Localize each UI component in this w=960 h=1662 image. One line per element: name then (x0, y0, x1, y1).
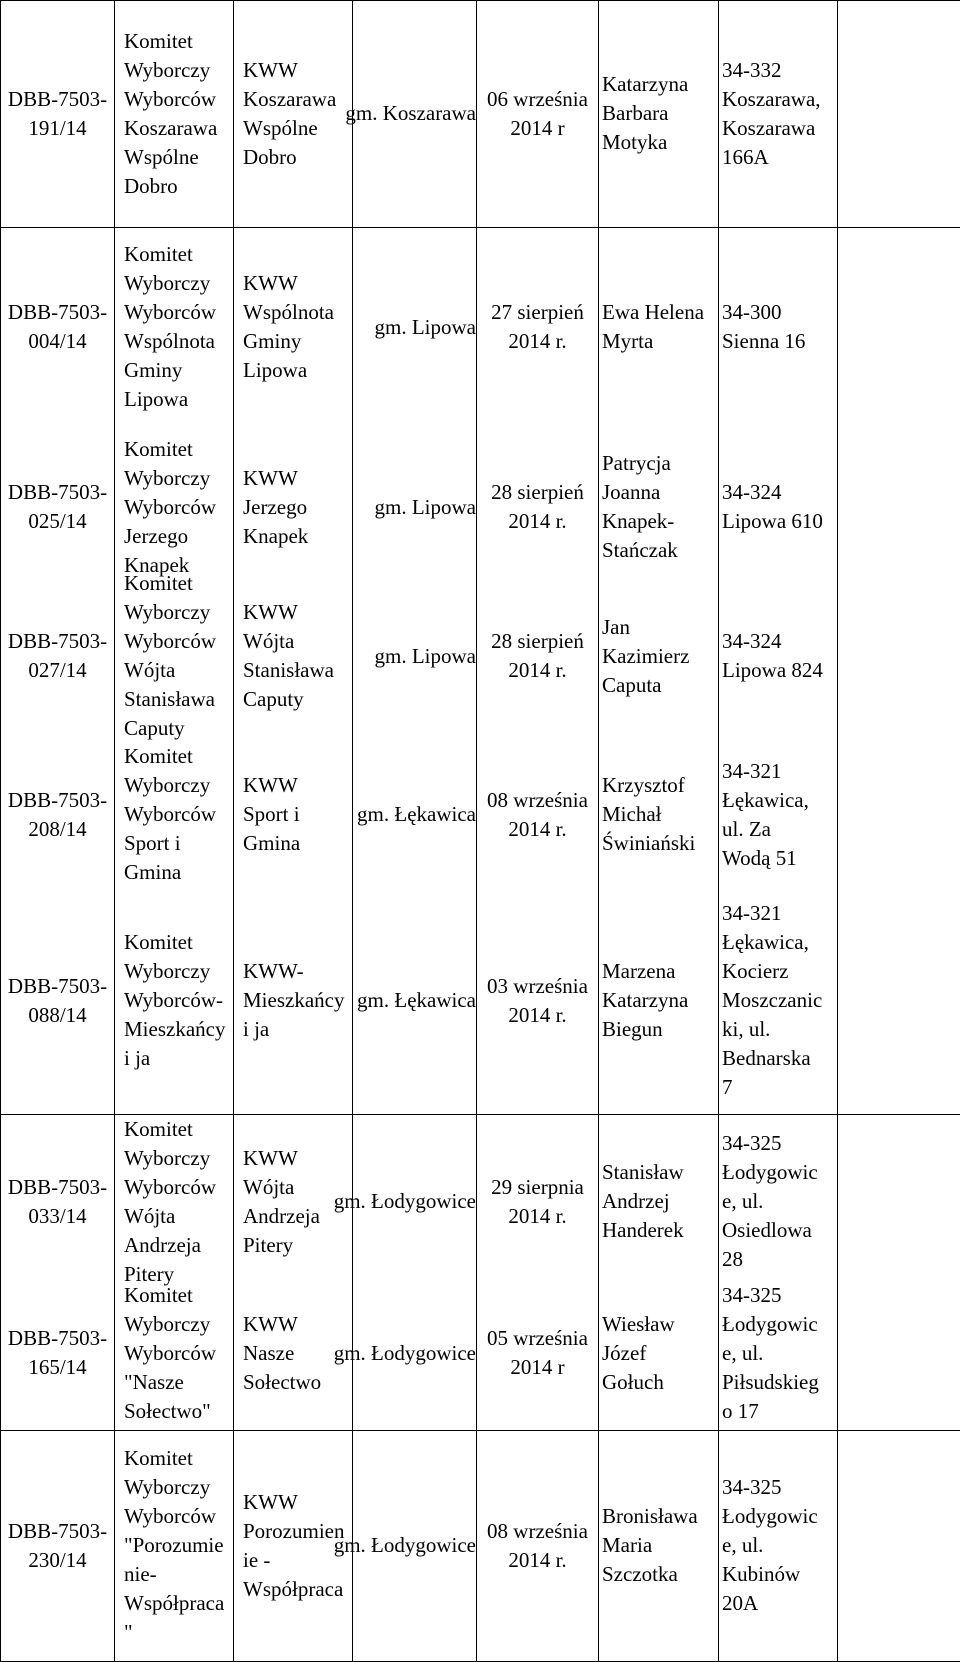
kww-name-cell: KWW Porozumien ie - Współpraca (243, 1489, 345, 1601)
kww-name-cell: KWW Jerzego Knapek (243, 465, 309, 548)
table-row (0, 1114, 960, 1289)
date-cell: 29 sierpnia 2014 r. (491, 1174, 584, 1228)
address-cell: 34-325 Łodygowic e, ul. Piłsudskieg o 17 (722, 1282, 819, 1423)
committee-name-cell: Komitet Wyborczy Wyborców Wójta Andrzeja Pitery (124, 1116, 217, 1286)
gmina-cell: gm. Lipowa (374, 314, 476, 339)
gmina-cell: gm. Łodygowice (333, 1189, 476, 1213)
address-cell: 34-325 Łodygowic e, ul. Osiedlowa 28 (722, 1131, 818, 1271)
gmina-cell: gm. Łodygowice (333, 1340, 476, 1365)
committee-name-cell: Komitet Wyborczy Wyborców Wspólnota Gminy Lipowa (124, 242, 217, 411)
table-row (0, 227, 960, 427)
kww-name-cell: KWW Nasze Sołectwo (243, 1311, 322, 1394)
table-row (0, 570, 960, 742)
gmina-cell: gm. Lipowa (374, 643, 476, 668)
address-cell: 34-325 Łodygowic e, ul. Kubinów 20A (722, 1475, 818, 1615)
committee-id-cell: DBB-7503- 088/14 (7, 973, 108, 1027)
representative-name-cell: Ewa Helena Myrta (602, 300, 705, 353)
kww-name-cell: KWW Sport i Gmina (243, 773, 301, 855)
committee-name-cell: Komitet Wyborczy Wyborców- Mieszkańcy i ja (124, 930, 226, 1070)
table-row (0, 0, 960, 227)
committee-id-cell: DBB-7503- 027/14 (7, 629, 108, 682)
gmina-cell: gm. Łękawica (357, 988, 476, 1012)
committee-id-cell: DBB-7503- 208/14 (7, 787, 108, 841)
kww-name-cell: KWW Wspólnota Gminy Lipowa (243, 271, 334, 382)
committee-name-cell: Komitet Wyborczy Wyborców "Nasze Sołectwo" (124, 1282, 217, 1423)
committee-name-cell: Komitet Wyborczy Wyborców Wójta Stanisława Caputy (124, 571, 217, 740)
address-cell: 34-324 Lipowa 610 (722, 480, 823, 533)
representative-name-cell: Patrycja Joanna Knapek- Stańczak (602, 451, 678, 562)
address-cell: 34-332 Koszarawa, Koszarawa 166A (722, 57, 821, 169)
table-row (0, 1430, 960, 1661)
committee-name-cell: Komitet Wyborczy Wyborców "Porozumie nie- Współpraca " (124, 1446, 225, 1644)
address-cell: 34-321 Łękawica, ul. Za Wodą 51 (722, 758, 809, 870)
table-row (0, 742, 960, 887)
date-cell: 03 września 2014 r. (487, 973, 588, 1027)
committee-name-cell: Komitet Wyborczy Wyborców Jerzego Knapek (124, 436, 217, 577)
address-cell: 34-324 Lipowa 824 (722, 629, 823, 682)
committee-name-cell: Komitet Wyborczy Wyborców Koszarawa Wspólne Dobro (124, 28, 218, 198)
representative-name-cell: Bronisława Maria Szczotka (602, 1504, 698, 1586)
address-cell: 34-300 Sienna 16 (722, 300, 806, 353)
representative-name-cell: Stanisław Andrzej Handerek (602, 1160, 684, 1242)
representative-name-cell: Marzena Katarzyna Biegun (602, 959, 689, 1041)
representative-name-cell: Jan Kazimierz Caputa (602, 614, 690, 697)
date-cell: 06 września 2014 r (487, 86, 588, 140)
date-cell: 28 sierpień 2014 r. (491, 480, 584, 533)
kww-name-cell: KWW Wójta Andrzeja Pitery (243, 1145, 320, 1257)
committee-id-cell: DBB-7503- 025/14 (7, 480, 108, 533)
representative-name-cell: Katarzyna Barbara Motyka (602, 72, 689, 154)
committee-id-cell: DBB-7503- 165/14 (7, 1326, 108, 1379)
representative-name-cell: Wiesław Józef Gołuch (602, 1311, 675, 1394)
table-row (0, 427, 960, 587)
gmina-cell: gm. Lipowa (374, 494, 476, 519)
committee-id-cell: DBB-7503- 033/14 (7, 1174, 108, 1228)
kww-name-cell: KWW- Mieszkańcy i ja (243, 959, 345, 1041)
address-cell: 34-321 Łękawica, Kocierz Moszczanic ki, ul. Bednarska 7 (722, 901, 823, 1099)
table-row (0, 1276, 960, 1430)
kww-name-cell: KWW Koszarawa Wspólne Dobro (243, 57, 337, 169)
date-cell: 27 sierpień 2014 r. (491, 300, 584, 353)
date-cell: 08 września 2014 r. (487, 1518, 588, 1572)
committee-id-cell: DBB-7503- 230/14 (7, 1518, 108, 1572)
committee-name-cell: Komitet Wyborczy Wyborców Sport i Gmina (124, 744, 217, 884)
gmina-cell: gm. Łękawica (357, 802, 476, 826)
representative-name-cell: Krzysztof Michał Świniański (602, 773, 696, 855)
date-cell: 28 sierpień 2014 r. (491, 629, 584, 682)
gmina-cell: gm. Koszarawa (345, 101, 476, 125)
committee-id-cell: DBB-7503- 191/14 (7, 86, 108, 140)
date-cell: 08 września 2014 r. (487, 787, 588, 841)
table-row (0, 887, 960, 1114)
date-cell: 05 września 2014 r (487, 1326, 588, 1379)
gmina-cell: gm. Łodygowice (333, 1533, 476, 1557)
kww-name-cell: KWW Wójta Stanisława Caputy (243, 600, 334, 711)
committee-id-cell: DBB-7503- 004/14 (7, 300, 108, 353)
